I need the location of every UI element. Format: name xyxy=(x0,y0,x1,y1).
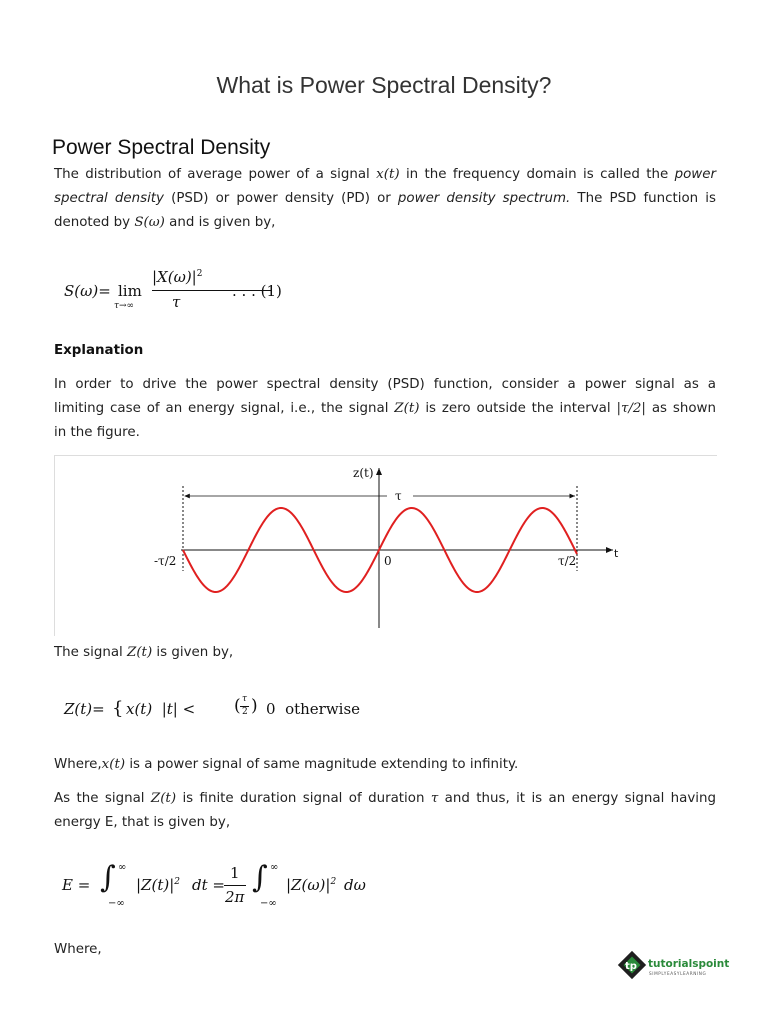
pos-half-label: τ/2 xyxy=(558,554,577,568)
signal-figure xyxy=(54,455,717,636)
tutorialspoint-logo xyxy=(616,948,736,982)
eq2-lhs: E = xyxy=(62,876,91,894)
sigdef-lhs: Z(t)= xyxy=(64,700,105,718)
intro-line-3: denoted by S(ω) and is given by, xyxy=(54,215,276,230)
energy-paragraph xyxy=(54,787,716,835)
neg-half-label: -τ/2 xyxy=(154,554,177,568)
eq1-numerator: $|X(\omega)|^2$ xyxy=(152,268,203,286)
section-title: Power Spectral Density xyxy=(52,136,271,159)
sigdef-brace: { xyxy=(112,698,124,719)
sigdef-paren-r: ) xyxy=(251,696,258,716)
sigdef-frac-den: 2 xyxy=(242,707,248,717)
eq2-dt: dt = xyxy=(192,876,225,894)
sigdef-frac-num: τ xyxy=(242,694,247,704)
where-paragraph: Where,x(t) is a power signal of same magnitude extending to infinity. xyxy=(54,757,519,772)
intro-line-1: The distribution of average power of a signal x(t) in the frequency domain is called the power xyxy=(54,167,716,182)
tau-label: τ xyxy=(395,489,402,503)
eq1-lim-sub: τ→∞ xyxy=(114,301,135,311)
explanation-paragraph xyxy=(54,373,716,445)
logo-tagline: SIMPLYEASYLEARNING xyxy=(649,971,707,976)
eq1-denominator: τ xyxy=(172,293,181,311)
z-axis-label: z(t) xyxy=(353,466,374,480)
eq2-integral-2: ∫ xyxy=(252,860,268,895)
eq2-frac-bar xyxy=(224,885,246,886)
sigdef-case1: x(t) |t| < xyxy=(126,700,200,718)
zero-label: 0 xyxy=(384,554,392,568)
page-title: What is Power Spectral Density? xyxy=(216,72,552,98)
eq2-integral-1: ∫ xyxy=(100,860,116,895)
logo-mark xyxy=(616,948,736,982)
equation-1 xyxy=(64,268,364,318)
explanation-line-2: limiting case of an energy signal, i.e., the signal Z(t) is zero outside the interval |τ/2| as shown xyxy=(54,401,716,416)
explanation-line-1: In order to drive the power spectral density (PSD) function, consider a power signal as a xyxy=(54,377,716,392)
t-axis-label: t xyxy=(614,547,619,560)
eq2-upper-2: ∞ xyxy=(270,862,279,873)
eq2-integrand-1: $|Z(t)|^2$ xyxy=(136,876,180,894)
equation-2 xyxy=(62,860,482,916)
energy-line-1: As the signal Z(t) is finite duration signal of duration τ and thus, it is an energy signal having xyxy=(54,791,717,806)
signal-plot xyxy=(55,456,717,636)
sigdef-case2: 0 otherwise xyxy=(266,700,361,718)
explanation-heading: Explanation xyxy=(54,343,144,358)
eq2-integrand-2: $|Z(\omega)|^2$ xyxy=(286,876,337,894)
explanation-line-3: in the figure. xyxy=(54,425,140,440)
eq2-lower-2: −∞ xyxy=(260,898,277,909)
eq2-frac-den: 2π xyxy=(225,888,245,906)
energy-line-2: energy E, that is given by, xyxy=(54,815,231,830)
intro-paragraph xyxy=(54,163,716,235)
sigdef-paren-l: ( xyxy=(234,696,241,716)
eq1-tag: . . . (1) xyxy=(232,282,282,300)
eq2-frac-num: 1 xyxy=(230,864,240,882)
signal-def-intro: The signal Z(t) is given by, xyxy=(54,645,234,660)
equation-signal-def xyxy=(64,694,384,728)
eq1-lhs: S(ω)= xyxy=(64,282,111,300)
eq2-lower-1: −∞ xyxy=(108,898,125,909)
where-final: Where, xyxy=(54,942,102,957)
svg-text:tp: tp xyxy=(625,961,637,972)
eq1-lim: lim xyxy=(118,282,142,300)
eq2-upper-1: ∞ xyxy=(118,862,127,873)
intro-line-2: spectral density (PSD) or power density (PD) or power density spectrum. The PSD function is xyxy=(54,191,716,206)
logo-brand: tutorialspoint xyxy=(648,958,730,970)
eq2-dw: dω xyxy=(344,876,366,894)
